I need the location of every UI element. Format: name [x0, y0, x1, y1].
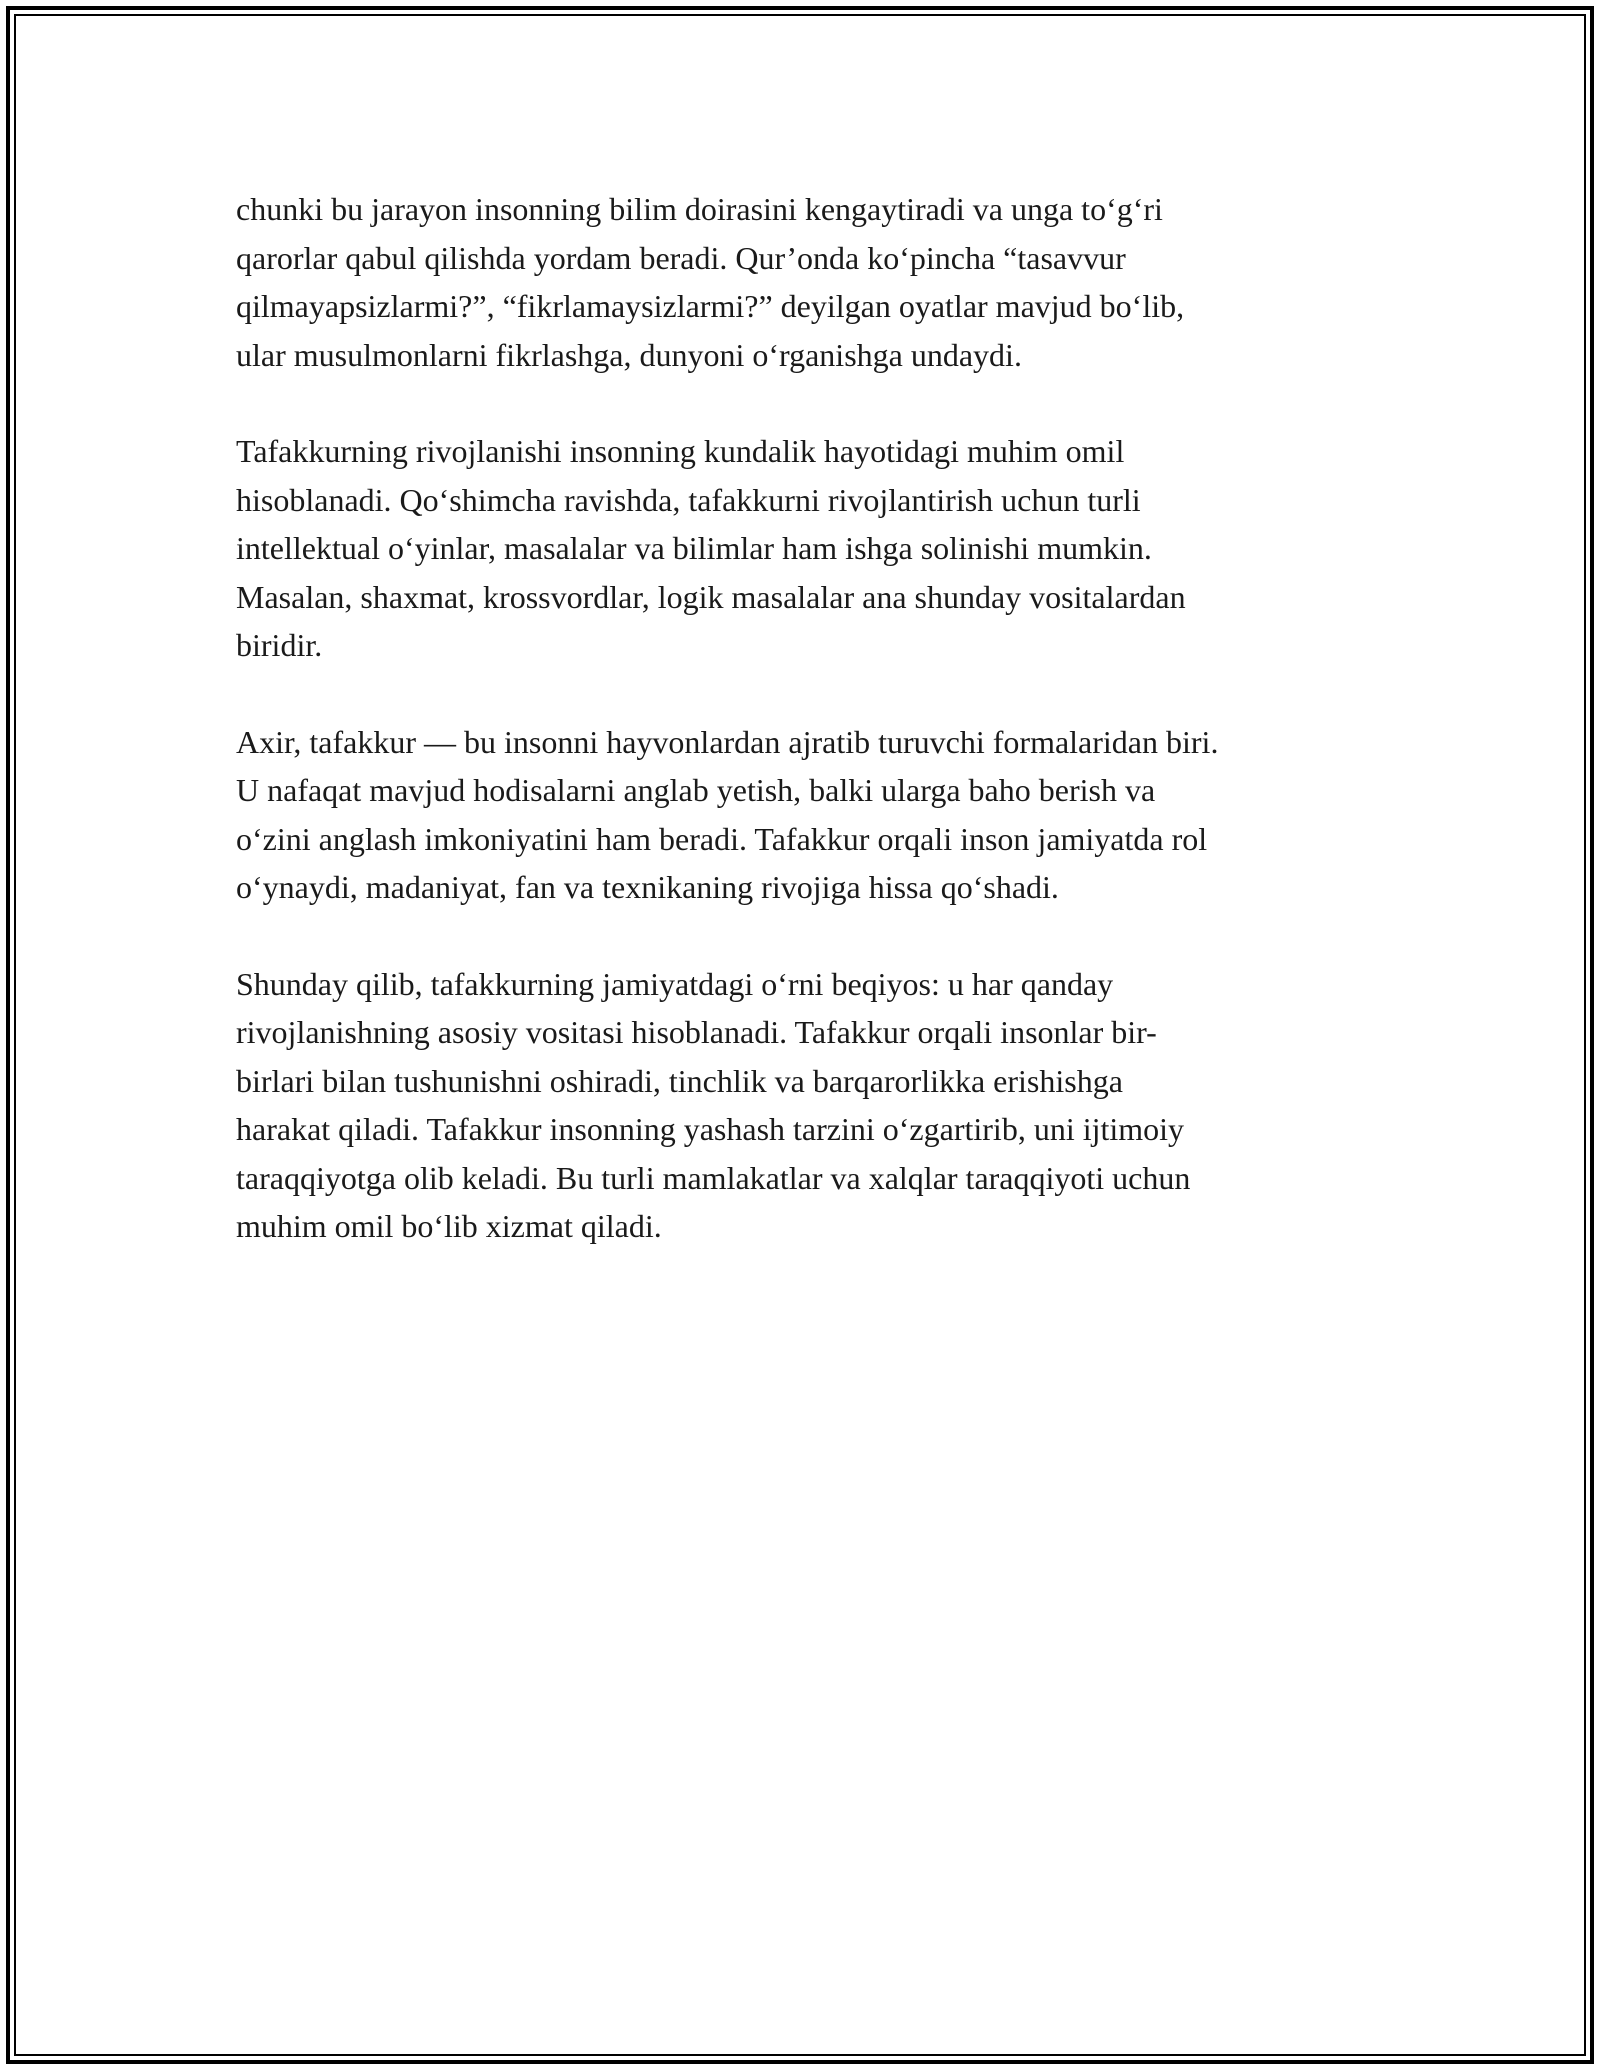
- text-line: Tafakkurning rivojlanishi insonning kundalik hayotidagi muhim omil: [236, 433, 1125, 469]
- text-line: hisoblanadi. Qo‘shimcha ravishda, tafakkurni rivojlantirish uchun turli: [236, 481, 1141, 518]
- text-line: rivojlanishning asosiy vositasi hisoblanadi. Tafakkur orqali insonlar bir-: [236, 1014, 1157, 1050]
- text-line: muhim omil bo‘lib xizmat qiladi.: [236, 1208, 662, 1244]
- paragraph-2: [236, 427, 1376, 670]
- document-body: [236, 185, 1376, 1299]
- text-line: taraqqiyotga olib keladi. Bu turli mamlakatlar va xalqlar taraqqiyoti uchun: [236, 1159, 1191, 1196]
- text-line: o‘zini anglash imkoniyatini ham beradi. Tafakkur orqali inson jamiyatda rol: [236, 820, 1208, 857]
- paragraph-4: [236, 960, 1376, 1251]
- text-line: intellektual o‘yinlar, masalalar va bilimlar ham ishga solinishi mumkin.: [236, 530, 1152, 566]
- text-line: harakat qiladi. Tafakkur insonning yashash tarzini o‘zgartirib, uni ijtimoiy: [236, 1111, 1185, 1147]
- text-line: biridir.: [236, 627, 323, 663]
- text-line: Axir, tafakkur — bu insonni hayvonlardan ajratib turuvchi formalaridan biri.: [236, 723, 1219, 760]
- text-line: birlari bilan tushunishni oshiradi, tinchlik va barqarorlikka erishishga: [236, 1062, 1123, 1099]
- text-line: qarorlar qabul qilishda yordam beradi. Qur’onda ko‘pincha “tasavvur: [236, 239, 1126, 276]
- text-line: ular musulmonlarni fikrlashga, dunyoni o‘rganishga undaydi.: [236, 336, 1022, 373]
- text-line: Shunday qilib, tafakkurning jamiyatdagi o‘rni beqiyos: u har qanday: [236, 965, 1114, 1002]
- text-line: chunki bu jarayon insonning bilim doirasini kengaytiradi va unga to‘g‘ri: [236, 191, 1163, 227]
- text-line: qilmayapsizlarmi?”, “fikrlamaysizlarmi?” deyilgan oyatlar mavjud bo‘lib,: [236, 288, 1185, 324]
- text-line: Masalan, shaxmat, krossvordlar, logik masalalar ana shunday vositalardan: [236, 578, 1186, 615]
- paragraph-1: [236, 185, 1376, 379]
- text-line: U nafaqat mavjud hodisalarni anglab yetish, balki ularga baho berish va: [236, 772, 1156, 808]
- paragraph-3: [236, 718, 1376, 912]
- text-line: o‘ynaydi, madaniyat, fan va texnikaning rivojiga hissa qo‘shadi.: [236, 869, 1059, 905]
